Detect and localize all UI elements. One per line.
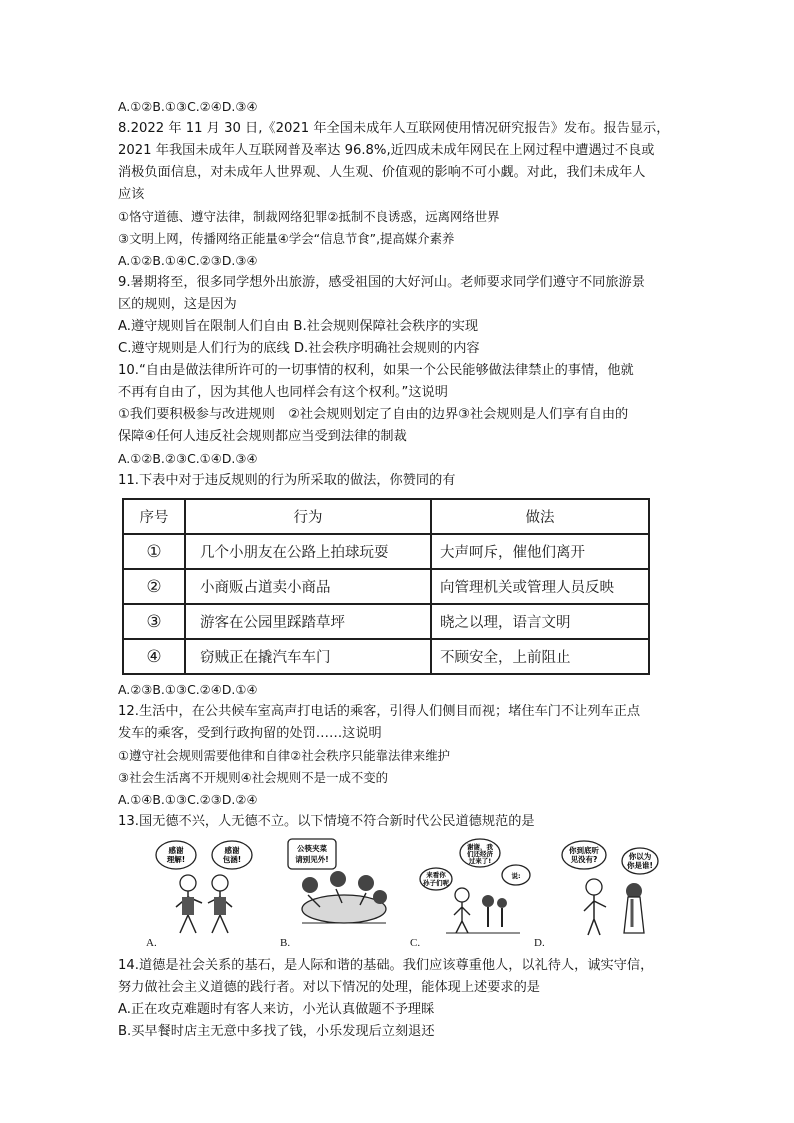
q11-stem: 11.下表中对于违反规则的行为所采取的做法，你赞同的有 (118, 473, 456, 488)
table-cell-action: 小商贩占道卖小商品 (185, 569, 431, 604)
cartoon-a-bubble-2-line-1: 感谢 (224, 846, 240, 855)
cartoon-a-bubble-1-line-2: 理解! (166, 855, 186, 864)
q13-cartoons (118, 837, 678, 955)
cartoon-a-bubble-1-line-1: 感谢 (168, 846, 184, 855)
q8-stem-line-4: 应该 (118, 187, 145, 202)
table-row (123, 639, 649, 674)
table-cell-action: 几个小朋友在公路上拍球玩耍 (185, 534, 431, 569)
cartoon-a-bubble-2-line-2: 包涵! (222, 855, 242, 864)
q8-statements-2: ③文明上网，传播网络正能量④学会“信息节食”,提高媒介素养 (118, 231, 455, 246)
exam-page (118, 96, 678, 1043)
cartoon-b-bubble-line-2: 请别见外! (295, 855, 329, 864)
cartoon-d-bubble-1-line-1: 你到底听 (569, 846, 599, 855)
table-cell-response: 大声呵斥，催他们离开 (431, 534, 649, 569)
cartoon-b-illustration (280, 837, 398, 937)
q14-option-b: B.买早餐时店主无意中多找了钱，小乐发现后立刻退还 (118, 1024, 435, 1039)
q12-stem-line-2: 发车的乘客，受到行政拘留的处罚……这说明 (118, 726, 382, 741)
q8-statements-1: ①恪守道德、遵守法律，制裁网络犯罪②抵制不良诱惑，远离网络世界 (118, 209, 500, 224)
cartoon-panel-d (534, 837, 666, 949)
cartoon-panel-c (410, 837, 534, 949)
q9-stem-line-2: 区的规则，这是因为 (118, 297, 237, 312)
table-cell-response: 晓之以理，语言文明 (431, 604, 649, 639)
cartoon-c-bubble-2-line-2: 孙子们呢 (423, 879, 449, 887)
cartoon-c-bubble-1-line-2: 们还经济 (467, 850, 493, 858)
table-cell-action: 窃贼正在撬汽车车门 (185, 639, 431, 674)
cartoon-c-bubble-1-line-1: 谢谢，我 (467, 843, 493, 851)
cartoon-b-label: B. (280, 937, 291, 949)
table-header-response: 做法 (431, 499, 649, 534)
cartoon-c-bubble-1-line-3: 过来了! (468, 857, 492, 865)
cartoon-d-bubble-2-line-2: 你是谁! (627, 861, 653, 870)
cartoon-a-label: A. (146, 937, 157, 949)
table-cell-no: ③ (123, 604, 185, 639)
cartoon-a-illustration (146, 837, 264, 937)
cartoon-d-illustration (548, 837, 666, 937)
table-cell-action: 游客在公园里踩踏草坪 (185, 604, 431, 639)
table-header-row (123, 499, 649, 534)
table-cell-no: ① (123, 534, 185, 569)
q12-statements-2: ③社会生活离不开规则④社会规则不是一成不变的 (118, 770, 389, 785)
q8-stem-line-3: 消极负面信息，对未成年人世界观、人生观、价值观的影响不可小觑。对此，我们未成年人 (118, 165, 646, 180)
q12-options: A.①④B.①③C.②③D.②④ (118, 792, 258, 807)
table-header-action: 行为 (185, 499, 431, 534)
q7-options: A.①②B.①③C.②④D.③④ (118, 99, 258, 114)
cartoon-b-bubble-line-1: 公筷夹菜 (297, 844, 327, 853)
q10-stem-line-2: 不再有自由了，因为其他人也同样会有这个权利。”这说明 (118, 385, 448, 400)
q10-options: A.①②B.②③C.①④D.③④ (118, 451, 258, 466)
cartoon-c-bubble-2-line-1: 来看你 (426, 871, 446, 879)
q13-stem: 13.国无德不兴，人无德不立。以下情境不符合新时代公民道德规范的是 (118, 814, 535, 829)
cartoon-d-bubble-1-line-2: 见没有? (570, 855, 598, 864)
q9-option-cd: C.遵守规则是人们行为的底线 D.社会秩序明确社会规则的内容 (118, 341, 480, 356)
table-row (123, 604, 649, 639)
q9-stem-line-1: 9.暑期将至，很多同学想外出旅游，感受祖国的大好河山。老师要求同学们遵守不同旅游景 (118, 275, 645, 290)
cartoon-panel-b (280, 837, 398, 949)
q11-options: A.②③B.①③C.②④D.①④ (118, 682, 258, 697)
table-cell-no: ④ (123, 639, 185, 674)
table-row (123, 569, 649, 604)
table-cell-response: 向管理机关或管理人员反映 (431, 569, 649, 604)
table-cell-response: 不顾安全，上前阻止 (431, 639, 649, 674)
table-cell-no: ② (123, 569, 185, 604)
table-row (123, 534, 649, 569)
q10-statements-2: 保障④任何人违反社会规则都应当受到法律的制裁 (118, 429, 407, 444)
q8-options: A.①②B.①④C.②③D.③④ (118, 253, 258, 268)
cartoon-panel-a (146, 837, 264, 949)
cartoon-d-bubble-2-line-1: 你以为 (628, 852, 652, 861)
cartoon-c-label: C. (410, 937, 421, 949)
q12-statements-1: ①遵守社会规则需要他律和自律②社会秩序只能靠法律来维护 (118, 748, 450, 763)
q11-table-wrapper (122, 498, 650, 675)
q8-stem-line-1: 8.2022 年 11 月 30 日,《2021 年全国未成年人互联网使用情况研究报告》发布。报告显示， (118, 121, 670, 136)
q12-stem-line-1: 12.生活中，在公共候车室高声打电话的乘客，引得人们侧目而视；堵住车门不让列车正点 (118, 704, 641, 719)
q14-option-a: A.正在攻克难题时有客人来访，小光认真做题不予理睬 (118, 1002, 435, 1017)
q10-statements-1: ①我们要积极参与改进规则 ②社会规则划定了自由的边界③社会规则是人们享有自由的 (118, 407, 629, 422)
q9-option-ab: A.遵守规则旨在限制人们自由 B.社会规则保障社会秩序的实现 (118, 319, 479, 334)
table-header-no: 序号 (123, 499, 185, 534)
q10-stem-line-1: 10.“自由是做法律所许可的一切事情的权利，如果一个公民能够做法律禁止的事情，他就 (118, 363, 634, 378)
cartoon-c-illustration (416, 837, 534, 937)
q14-stem-line-1: 14.道德是社会关系的基石，是人际和谐的基础。我们应该尊重他人，以礼待人，诚实守信， (118, 958, 654, 973)
q8-stem-line-2: 2021 年我国未成年人互联网普及率达 96.8%,近四成未成年网民在上网过程中遭遇过不良或 (118, 143, 655, 158)
q11-rules-table (122, 498, 650, 675)
cartoon-d-label: D. (534, 937, 545, 949)
q14-stem-line-2: 努力做社会主义道德的践行者。对以下情况的处理，能体现上述要求的是 (118, 980, 540, 995)
cartoon-c-bubble-3: 说: (511, 872, 521, 880)
